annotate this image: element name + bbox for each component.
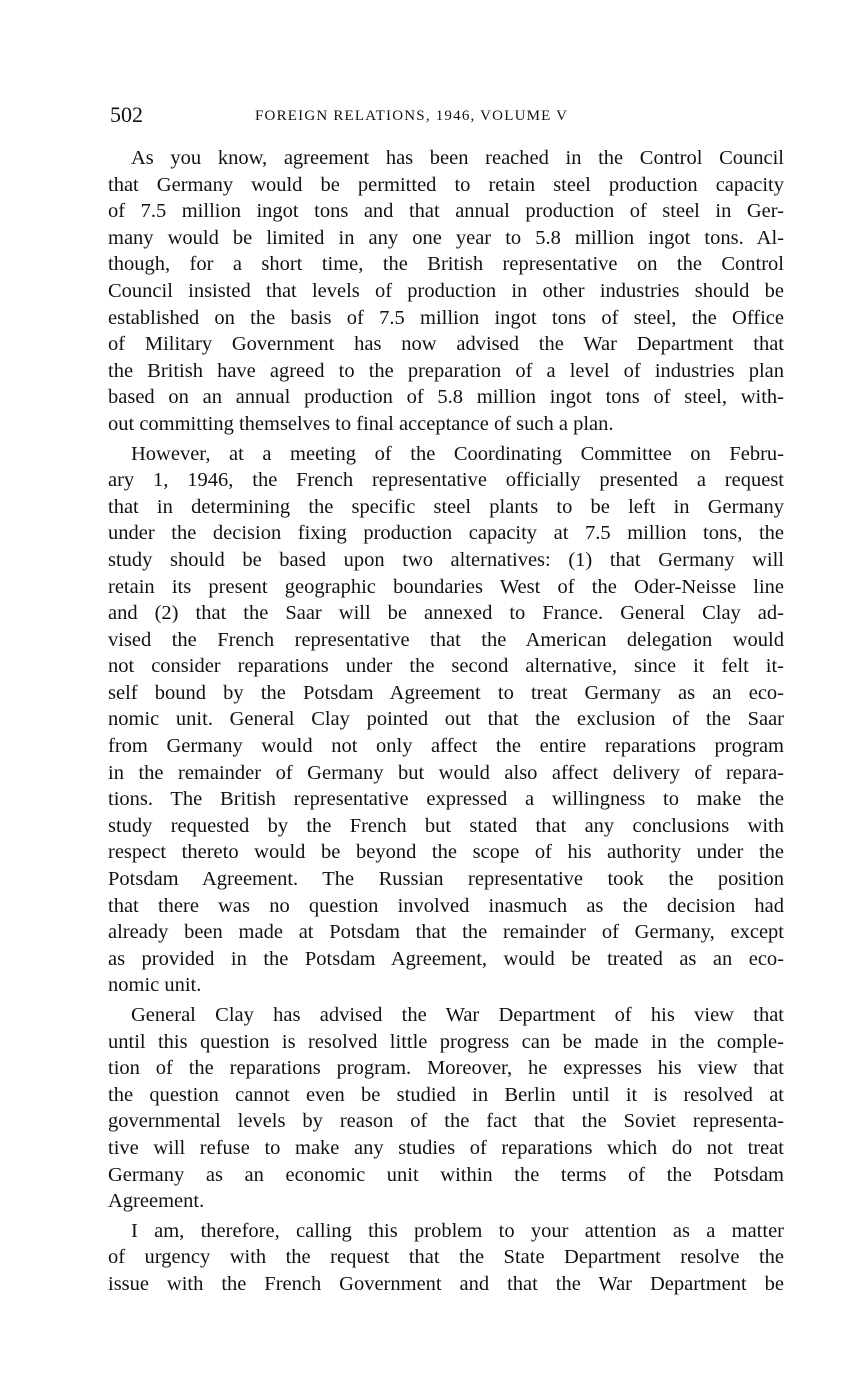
text-line: respect thereto would be beyond the scope of his authority under the: [108, 841, 784, 864]
text-line: governmental levels by reason of the fact that the Soviet representa-: [108, 1110, 784, 1133]
text-line: tions. The British representative expressed a willingness to make the: [108, 788, 784, 811]
text-line: As you know, agreement has been reached in the Control Council: [131, 147, 784, 169]
text-line: self bound by the Potsdam Agreement to treat Germany as an eco-: [108, 681, 784, 704]
text-line: issue with the French Government and that the War Department be: [108, 1272, 784, 1295]
text-line: many would be limited in any one year to 5.8 million ingot tons. Al-: [108, 226, 784, 249]
text-line: study requested by the French but stated that any conclusions with: [108, 814, 784, 837]
text-line: of Military Government has now advised the War Department that: [108, 333, 784, 356]
text-line: as provided in the Potsdam Agreement, would be treated as an eco-: [108, 947, 784, 970]
text-line: established on the basis of 7.5 million ingot tons of steel, the Office: [108, 306, 784, 329]
text-line: Germany as an economic unit within the terms of the Potsdam: [108, 1163, 784, 1186]
paragraph-1: [108, 145, 784, 438]
text-line: However, at a meeting of the Coordinating Committee on Febru-: [131, 442, 784, 465]
text-line: that there was no question involved inasmuch as the decision had: [108, 894, 784, 917]
text-line: retain its present geographic boundaries West of the Oder-Neisse line: [108, 575, 784, 598]
text-line: that Germany would be permitted to retain steel production capacity: [108, 173, 784, 196]
text-line: until this question is resolved little progress can be made in the comple-: [108, 1030, 784, 1053]
text-line: that in determining the specific steel plants to be left in Germany: [108, 495, 784, 518]
text-line: Agreement.: [108, 1190, 205, 1213]
text-line: I am, therefore, calling this problem to your attention as a matter: [131, 1219, 784, 1242]
paragraph-2: [108, 441, 784, 999]
text-line: and (2) that the Saar will be annexed to France. General Clay ad-: [108, 602, 784, 625]
text-line: in the remainder of Germany but would also affect delivery of repara-: [108, 761, 784, 784]
text-line: nomic unit. General Clay pointed out that the exclusion of the Saar: [108, 708, 784, 731]
text-line: the British have agreed to the preparation of a level of industries plan: [108, 359, 784, 382]
text-line: tion of the reparations program. Moreover, he expresses his view that: [108, 1057, 784, 1080]
paragraph-3: [108, 1002, 784, 1215]
text-line: of urgency with the request that the State Department resolve the: [108, 1246, 784, 1269]
text-line: of 7.5 million ingot tons and that annual production of steel in Ger-: [108, 200, 784, 223]
running-head-title: FOREIGN RELATIONS, 1946, VOLUME V: [255, 108, 569, 124]
text-line: Potsdam Agreement. The Russian representative took the position: [108, 868, 784, 891]
body-text: [108, 145, 784, 1301]
paragraph-4: [108, 1218, 784, 1298]
text-line: nomic unit.: [108, 974, 202, 997]
text-line: ary 1, 1946, the French representative officially presented a request: [108, 469, 784, 492]
text-line: vised the French representative that the American delegation would: [108, 628, 784, 651]
text-line: not consider reparations under the second alternative, since it felt it-: [108, 655, 784, 678]
text-line: General Clay has advised the War Department of his view that: [131, 1004, 784, 1026]
text-line: tive will refuse to make any studies of reparations which do not treat: [108, 1136, 784, 1159]
text-line: the question cannot even be studied in Berlin until it is resolved at: [108, 1083, 784, 1106]
running-head: [110, 100, 782, 130]
text-line: Council insisted that levels of production in other industries should be: [108, 279, 784, 302]
text-line: based on an annual production of 5.8 million ingot tons of steel, with-: [108, 386, 784, 409]
text-line: already been made at Potsdam that the remainder of Germany, except: [108, 921, 784, 944]
text-line: under the decision fixing production capacity at 7.5 million tons, the: [108, 522, 784, 545]
text-line: though, for a short time, the British representative on the Control: [108, 253, 784, 276]
text-line: from Germany would not only affect the entire reparations program: [108, 735, 784, 758]
page-number: 502: [110, 102, 143, 127]
text-line: study should be based upon two alternatives: (1) that Germany will: [108, 548, 784, 571]
text-line: out committing themselves to final acceptance of such a plan.: [108, 412, 614, 435]
